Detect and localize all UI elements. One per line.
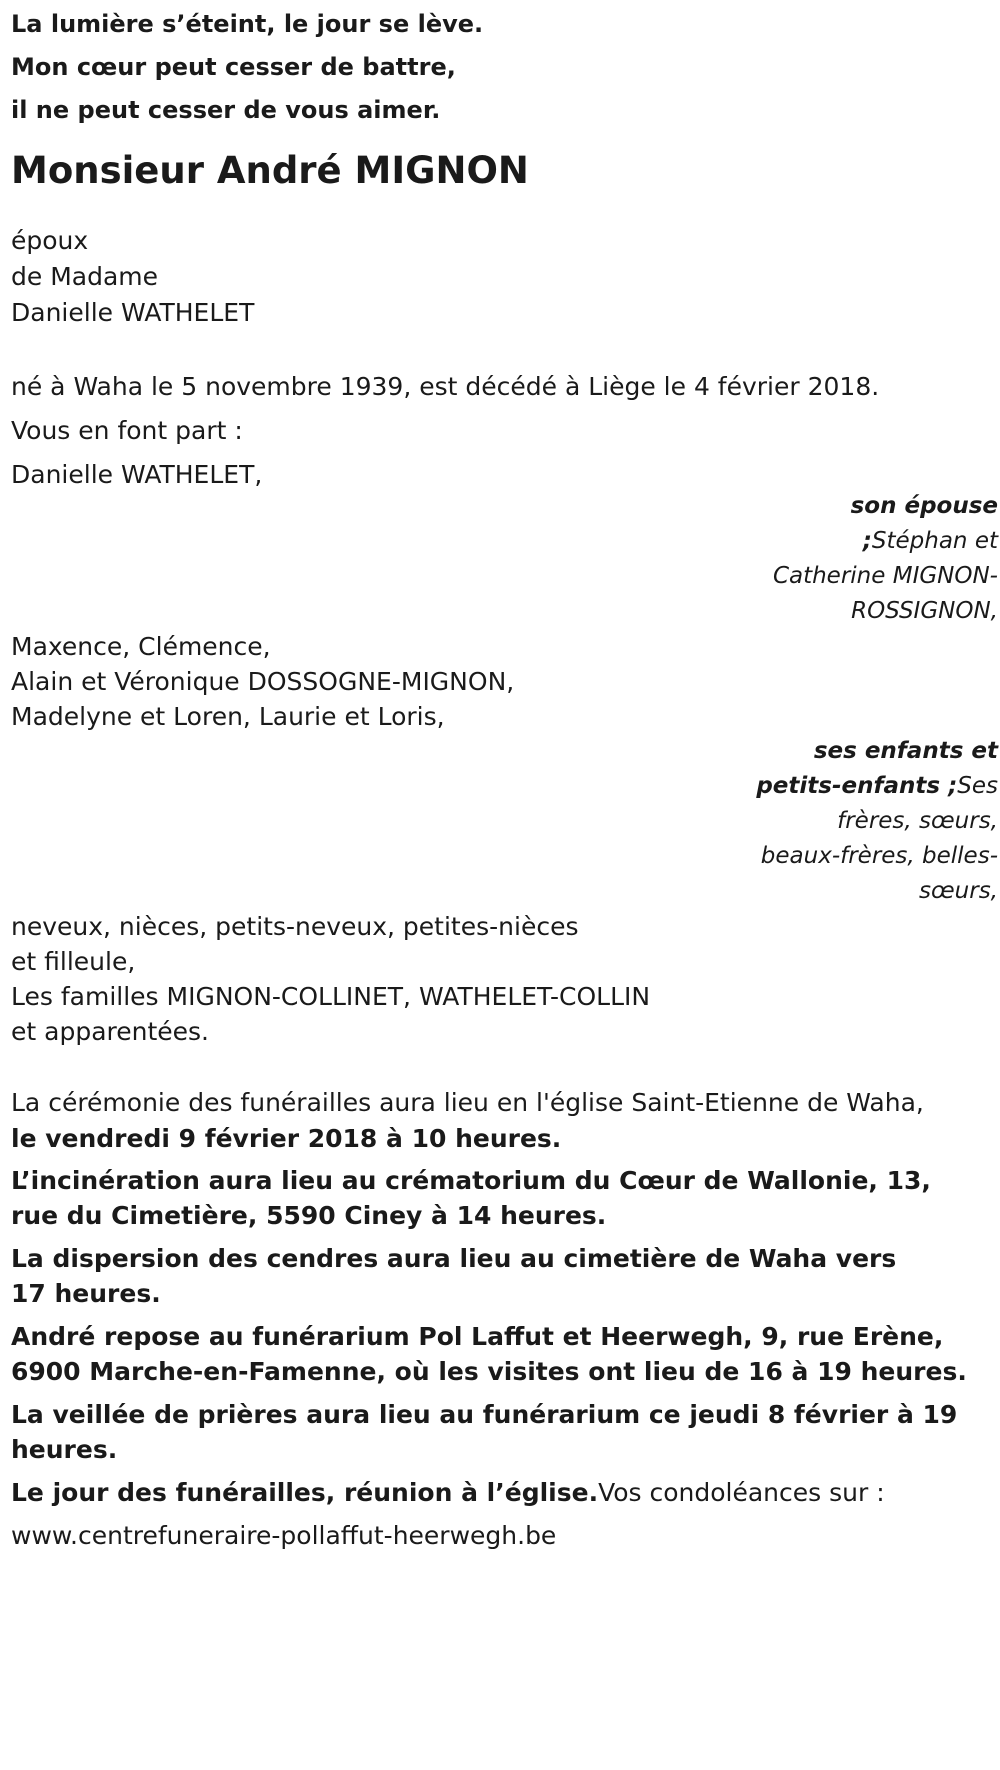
children-role-line-2: petits-enfants ;: [756, 773, 958, 799]
children-role-block: [11, 734, 998, 909]
opening-quote: [11, 0, 1000, 135]
other-relatives-4: et apparentées.: [11, 1017, 209, 1046]
quote-line-2: Mon cœur peut cesser de battre,: [11, 53, 456, 81]
repose-info: André repose au funérarium Pol Laffut et Heerwegh, 9, rue Erène, 6900 Marche-en-Famenne, où les visites ont lieu de 16 à 19 heures.: [11, 1322, 967, 1386]
other-relatives-1: neveux, nièces, petits-neveux, petites-nièces: [11, 912, 579, 941]
announce-text: Vous en font part :: [11, 416, 243, 445]
spouse-line-2: de Madame: [11, 262, 159, 291]
quote-line-1: La lumière s’éteint, le jour se lève.: [11, 10, 484, 38]
reunion-condolences: [11, 1475, 1000, 1510]
ceremony-date: le vendredi 9 février 2018 à 10 heures.: [11, 1124, 562, 1153]
other-relatives: [11, 909, 1000, 1049]
obituary-page: [11, 0, 1000, 1553]
wife-role-suffix: ;: [862, 528, 872, 554]
spouse-block: [11, 223, 1000, 331]
deceased-name: Monsieur André MIGNON: [11, 149, 529, 192]
spouse-line-3: Danielle WATHELET: [11, 298, 255, 327]
wife-role-block: [11, 489, 998, 629]
other-relatives-2: et filleule,: [11, 947, 136, 976]
children-role-line-1: ses enfants et: [813, 738, 998, 764]
funeral-website[interactable]: www.centrefuneraire-pollaffut-heerwegh.be: [11, 1521, 557, 1550]
ceremony-place: La cérémonie des funérailles aura lieu en l'église Saint-Etienne de Waha,: [11, 1088, 924, 1117]
reunion-info: Le jour des funérailles, réunion à l’église.: [11, 1478, 599, 1507]
condolences-text: Vos condoléances sur :: [598, 1478, 885, 1507]
children-name-2: Alain et Véronique DOSSOGNE-MIGNON,: [11, 667, 515, 696]
children-names: [11, 629, 1000, 734]
wife-role: son épouse: [850, 493, 998, 519]
siblings-line-2: frères, sœurs,: [837, 808, 998, 834]
wife-name: Danielle WATHELET,: [11, 460, 263, 489]
dispersion-info: La dispersion des cendres aura lieu au cimetière de Waha vers 17 heures.: [11, 1244, 897, 1308]
spouse-line-1: époux: [11, 226, 89, 255]
quote-line-3: il ne peut cesser de vous aimer.: [11, 96, 441, 124]
siblings-line-3: beaux-frères, belles-: [760, 843, 998, 869]
birth-death-info: né à Waha le 5 novembre 1939, est décédé à Liège le 4 février 2018.: [11, 372, 880, 401]
siblings-line-4: sœurs,: [919, 878, 998, 904]
other-relatives-3: Les familles MIGNON-COLLINET, WATHELET-COLLIN: [11, 982, 651, 1011]
incineration-info: L’incinération aura lieu au crématorium du Cœur de Wallonie, 13, rue du Cimetière, 5590 Ciney à 14 heures.: [11, 1166, 931, 1230]
children-line-3: ROSSIGNON,: [851, 598, 998, 624]
ceremony-block: [11, 1085, 1000, 1553]
veillee-info: La veillée de prières aura lieu au funérarium ce jeudi 8 février à 19 heures.: [11, 1400, 958, 1464]
children-line-2: Catherine MIGNON-: [772, 563, 998, 589]
siblings-line-1: Ses: [957, 773, 998, 799]
children-line-1: Stéphan et: [871, 528, 998, 554]
children-name-3: Madelyne et Loren, Laurie et Loris,: [11, 702, 445, 731]
children-name-1: Maxence, Clémence,: [11, 632, 271, 661]
